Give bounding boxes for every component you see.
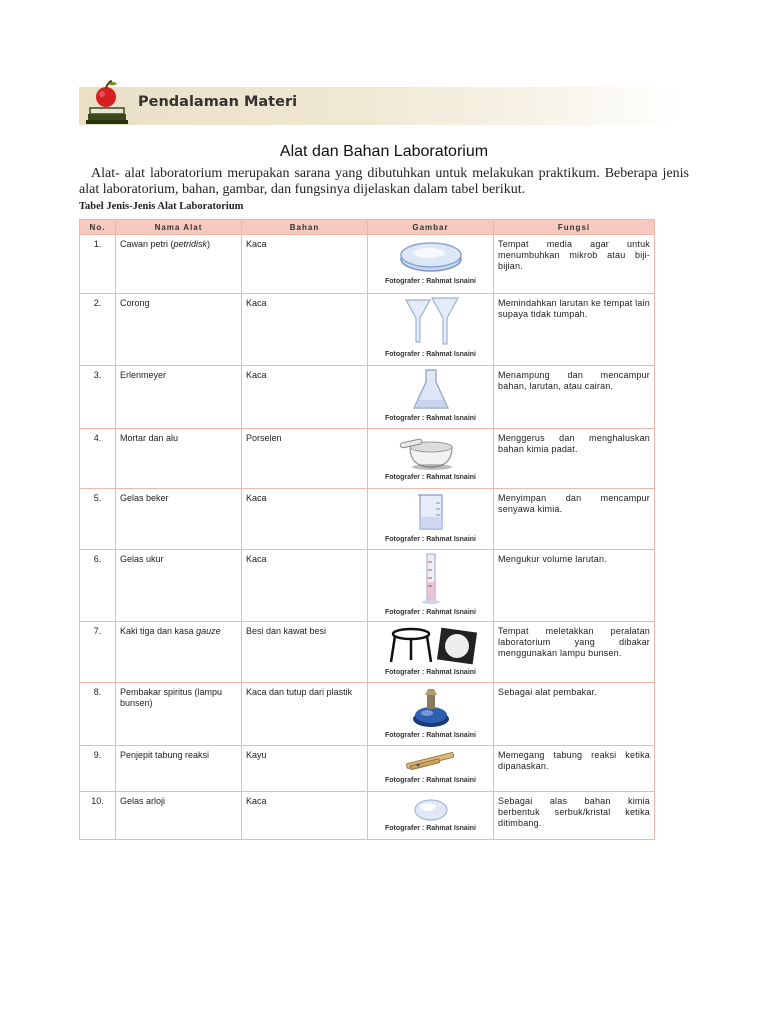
table-caption: Tabel Jenis-Jenis Alat Laboratorium <box>79 201 244 212</box>
watch-glass-icon <box>396 794 466 822</box>
photo-credit: Fotografer : Rahmat Isnaini <box>384 825 476 832</box>
petri-dish-icon <box>396 237 466 275</box>
tool-function: Menyimpan dan mencampur senyawa kimia. <box>494 489 655 550</box>
row-number: 3. <box>80 366 116 429</box>
row-number: 9. <box>80 746 116 792</box>
tool-function: Sebagai alat pembakar. <box>494 683 655 746</box>
tool-image-cell <box>368 429 494 489</box>
table-row <box>80 429 655 489</box>
row-number: 5. <box>80 489 116 550</box>
tool-image-cell <box>368 622 494 683</box>
photo-credit: Fotografer : Rahmat Isnaini <box>384 474 476 481</box>
funnel-icon <box>396 296 466 348</box>
table-row <box>80 792 655 840</box>
col-header-function: Fungsi <box>494 220 655 235</box>
tool-function: Tempat media agar untuk menumbuhkan mikrob atau biji-bijian. <box>494 235 655 294</box>
tool-image-cell <box>368 366 494 429</box>
table-header-row <box>80 220 655 235</box>
row-number: 7. <box>80 622 116 683</box>
tool-material: Kayu <box>242 746 368 792</box>
tool-name: Penjepit tabung reaksi <box>116 746 242 792</box>
tool-image-cell <box>368 683 494 746</box>
beaker-icon <box>396 491 466 533</box>
tool-name: Kaki tiga dan kasa gauze <box>116 622 242 683</box>
spirit-burner-icon <box>396 685 466 729</box>
table-row <box>80 366 655 429</box>
tool-name: Gelas beker <box>116 489 242 550</box>
row-number: 10. <box>80 792 116 840</box>
lab-equipment-table <box>79 219 655 840</box>
row-number: 8. <box>80 683 116 746</box>
tool-material: Kaca <box>242 294 368 366</box>
row-number: 6. <box>80 550 116 622</box>
banner-title: Pendalaman Materi <box>138 94 298 110</box>
tool-function: Memindahkan larutan ke tempat lain supaya tidak tumpah. <box>494 294 655 366</box>
tool-material: Kaca <box>242 489 368 550</box>
table-row <box>80 683 655 746</box>
tripod-gauze-icon <box>381 624 481 666</box>
table-row <box>80 622 655 683</box>
tool-function: Sebagai alas bahan kimia berbentuk serbuk/kristal ketika ditimbang. <box>494 792 655 840</box>
col-header-name: Nama Alat <box>116 220 242 235</box>
tool-image-cell <box>368 746 494 792</box>
tool-name: Cawan petri (petridisk) <box>116 235 242 294</box>
table-row <box>80 489 655 550</box>
table-row <box>80 550 655 622</box>
tool-material: Kaca <box>242 792 368 840</box>
col-header-image: Gambar <box>368 220 494 235</box>
page-title: Alat dan Bahan Laboratorium <box>279 143 489 160</box>
tool-image-cell <box>368 294 494 366</box>
photo-credit: Fotografer : Rahmat Isnaini <box>384 536 476 543</box>
table-row <box>80 746 655 792</box>
tool-function: Tempat meletakkan peralatan laboratorium yang dibakar menggunakan lampu bunsen. <box>494 622 655 683</box>
tool-material: Kaca <box>242 366 368 429</box>
tool-material: Porselen <box>242 429 368 489</box>
tool-image-cell <box>368 792 494 840</box>
intro-paragraph: Alat- alat laboratorium merupakan sarana yang dibutuhkan untuk melakukan praktikum. Beberapa jenis alat laboratorium, bahan, gambar, dan fungsinya dijelaskan dalam tabel berikut. <box>79 166 689 197</box>
tool-material: Kaca <box>242 235 368 294</box>
tool-name: Pembakar spiritus (lampu bunsen) <box>116 683 242 746</box>
mortar-pestle-icon <box>396 431 466 471</box>
erlenmeyer-flask-icon <box>396 368 466 412</box>
tool-function: Menggerus dan menghaluskan bahan kimia padat. <box>494 429 655 489</box>
row-number: 1. <box>80 235 116 294</box>
table-row <box>80 294 655 366</box>
tool-material: Kaca dan tutup dari plastik <box>242 683 368 746</box>
table-row <box>80 235 655 294</box>
tool-name: Gelas arloji <box>116 792 242 840</box>
tool-name: Mortar dan alu <box>116 429 242 489</box>
tool-function: Memegang tabung reaksi ketika dipanaskan. <box>494 746 655 792</box>
row-number: 2. <box>80 294 116 366</box>
col-header-no: No. <box>80 220 116 235</box>
photo-credit: Fotografer : Rahmat Isnaini <box>384 351 476 358</box>
tool-image-cell <box>368 489 494 550</box>
graduated-cylinder-icon <box>396 552 466 606</box>
tool-image-cell <box>368 550 494 622</box>
tool-material: Besi dan kawat besi <box>242 622 368 683</box>
photo-credit: Fotografer : Rahmat Isnaini <box>384 415 476 422</box>
test-tube-holder-icon <box>396 748 466 774</box>
tool-function: Menampung dan mencampur bahan, larutan, atau cairan. <box>494 366 655 429</box>
photo-credit: Fotografer : Rahmat Isnaini <box>384 609 476 616</box>
tool-name: Corong <box>116 294 242 366</box>
photo-credit: Fotografer : Rahmat Isnaini <box>384 669 476 676</box>
apple-on-books-icon <box>86 78 130 126</box>
row-number: 4. <box>80 429 116 489</box>
photo-credit: Fotografer : Rahmat Isnaini <box>384 278 476 285</box>
tool-name: Erlenmeyer <box>116 366 242 429</box>
tool-name: Gelas ukur <box>116 550 242 622</box>
tool-image-cell <box>368 235 494 294</box>
photo-credit: Fotografer : Rahmat Isnaini <box>384 777 476 784</box>
col-header-material: Bahan <box>242 220 368 235</box>
tool-material: Kaca <box>242 550 368 622</box>
photo-credit: Fotografer : Rahmat Isnaini <box>384 732 476 739</box>
tool-function: Mengukur volume larutan. <box>494 550 655 622</box>
